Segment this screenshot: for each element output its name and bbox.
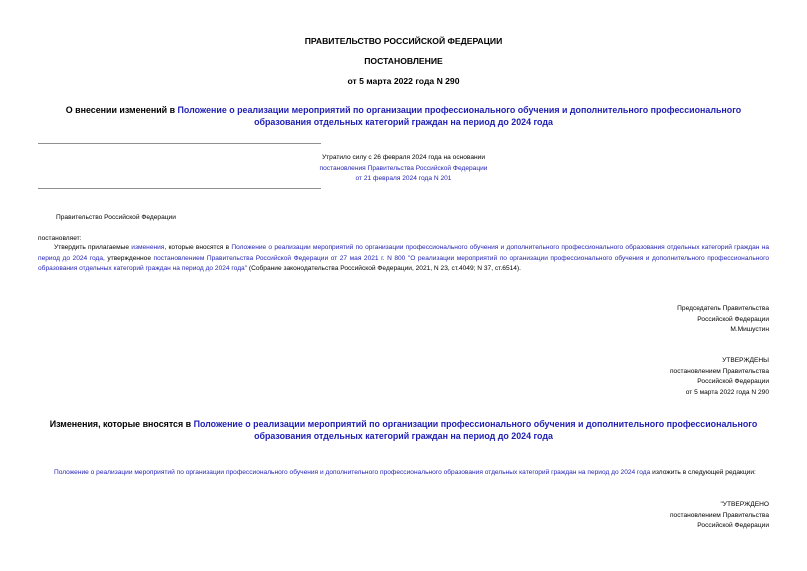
changes-regulation-link[interactable]: Положение о реализации мероприятий по организации профессионального обучения и дополнительного профессионального образования отдельных категорий граждан на период до 2024 года xyxy=(54,469,651,476)
approval-line3: Российской Федерации xyxy=(697,378,769,386)
regulation-link[interactable]: Положение о реализации мероприятий по организации профессионального обучения и дополнительного профессионального образования отдельных категорий граждан на период до 2024 года xyxy=(38,244,769,262)
validity-note-link[interactable]: постановления Правительства Российской Федерации xyxy=(319,164,488,172)
approval2-line2: постановлением Правительства xyxy=(669,511,769,519)
validity-note-link-date[interactable]: от 21 февраля 2024 года N 201 xyxy=(355,175,452,183)
body-text-2: , которые вносятся в xyxy=(164,244,232,251)
resolution-800-link[interactable]: постановлением Правительства Российской Федерации от 27 мая 2021 г. N 800 "О реализации мероприятий по организации профессионального обучения и дополнительного профессионального образования отдельных категорий граждан на период до 2024 года" xyxy=(38,254,770,273)
validity-note xyxy=(290,153,517,185)
body-text-4: (Собрание законодательства Российской Федерации, 2021, N 23, ст.4049; N 37, ст.6514). xyxy=(247,265,521,273)
signature-line1: Председатель Правительства xyxy=(677,305,769,312)
divider-top xyxy=(38,143,321,144)
approval2-line1: "УТВЕРЖДЕНО xyxy=(720,501,769,508)
government-heading: ПРАВИТЕЛЬСТВО РОССИЙСКОЙ ФЕДЕРАЦИИ xyxy=(304,36,503,46)
body-text-3: , утвержденное xyxy=(103,254,154,262)
signature-line2: Российской Федерации xyxy=(697,315,769,323)
changes-title-link[interactable]: Положение о реализации мероприятий по организации профессионального обучения и дополнительного профессионального образования отдельных категорий граждан на период до 2024 года xyxy=(193,419,758,441)
document-type: ПОСТАНОВЛЕНИЕ xyxy=(364,56,443,66)
body-paragraph xyxy=(38,243,769,275)
approval-line1: УТВЕРЖДЕНЫ xyxy=(722,357,769,364)
changes-title xyxy=(0,418,807,442)
approval-line2: постановлением Правительства xyxy=(669,367,769,375)
changes-body-rest: изложить в следующей редакции: xyxy=(650,469,756,476)
signature-name: М.Мишустин xyxy=(730,326,769,334)
changes-paragraph xyxy=(38,468,769,479)
approval-line4: от 5 марта 2022 года N 290 xyxy=(685,388,769,396)
body-government: Правительство Российской Федерации xyxy=(56,214,176,221)
changes-link[interactable]: изменения xyxy=(131,244,165,251)
body-decrees: постановляет: xyxy=(38,235,82,242)
document-date-number: от 5 марта 2022 года N 290 xyxy=(347,76,460,86)
document-title xyxy=(0,104,807,128)
approval2-line3: Российской Федерации xyxy=(697,522,769,530)
approval-block-2 xyxy=(670,500,769,532)
validity-note-line1: Утратило силу с 26 февраля 2024 года на основании xyxy=(321,154,486,161)
changes-title-prefix: Изменения, которые вносятся в xyxy=(49,419,194,429)
signature-block xyxy=(677,304,769,336)
body-text-1: Утвердить прилагаемые xyxy=(54,244,132,251)
document-title-prefix: О внесении изменений в xyxy=(65,105,178,115)
title-regulation-link[interactable]: Положение о реализации мероприятий по организации профессионального обучения и дополнительного профессионального образования отдельных категорий граждан на период до 2024 года xyxy=(177,105,742,127)
divider-bottom xyxy=(38,188,321,189)
approval-block xyxy=(670,356,769,398)
